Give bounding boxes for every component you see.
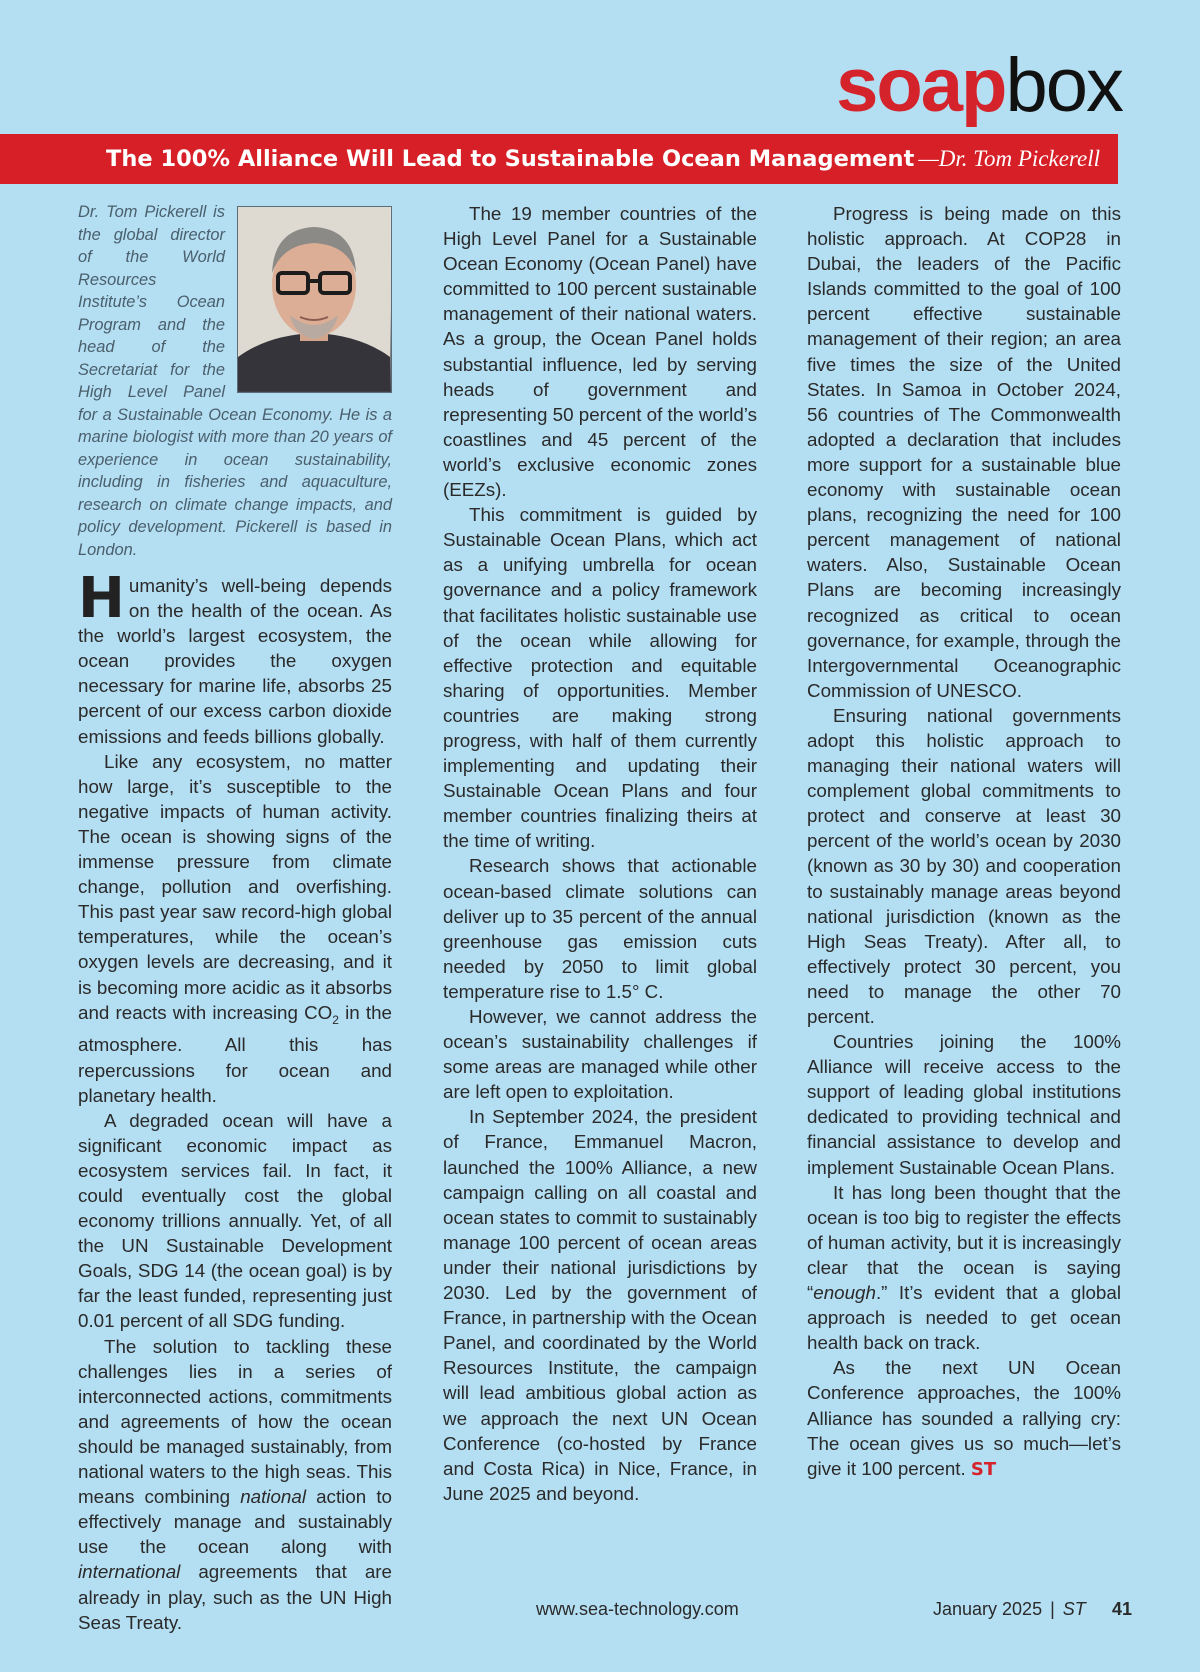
article-title: The 100% Alliance Will Lead to Sustainable Ocean Management (106, 146, 915, 172)
author-bio-text: Dr. Tom Pickerell is the global director of the World Resources Institute’s Ocean Program and the head of the Secretariat for the High Level Panel for a Sustainable Ocean Economy. He is a marine biologist with more than 20 years of experience in ocean sustainability, including in fisheries and aquaculture, research on climate change impacts, and policy development. Pickerell is based in London. (78, 203, 392, 559)
paragraph: Humanity’s well-being depends on the health of the ocean. As the world’s largest ecosystem, the ocean provides the oxygen necessary for marine life, absorbs 25 percent of our excess carbon dioxide emissions and feeds billions globally. (78, 566, 392, 747)
logo-box: box (1005, 43, 1122, 128)
logo-soap: soap (836, 43, 1006, 128)
paragraph: Countries joining the 100% Alliance will receive access to the support of leading global institutions dedicated to providing technical and financial assistance to develop and implement Sustainable Ocean Plans. (807, 1031, 1121, 1178)
page-number: 41 (1112, 1599, 1133, 1619)
paragraph: It has long been thought that the ocean is too big to register the effects of human activity, but it is increasingly clear that the ocean is saying “enough.” It’s evident that a global approach is needed to get ocean health back on track. (807, 1181, 1121, 1354)
author-bio (78, 201, 392, 561)
paragraph: Research shows that actionable ocean-based climate solutions can deliver up to 35 percent of the annual greenhouse gas emission cuts needed by 2050 to limit global temperature rise to 1.5° C. (443, 855, 757, 1002)
paragraph: However, we cannot address the ocean’s sustainability challenges if some areas are managed while other are left open to exploitation. (443, 1006, 757, 1103)
paragraph: A degraded ocean will have a significant economic impact as ecosystem services fail. In fact, it could eventually cost the global economy trillions annually. Yet, of all the UN Sustainable Development Goals, SDG 14 (the ocean goal) is by far the least funded, representing just 0.01 percent of all SDG funding. (78, 1109, 392, 1332)
paragraph: Ensuring national governments adopt this holistic approach to managing their national waters will complement global commitments to protect and conserve at least 30 percent of the world’s ocean by 2030 (known as 30 by 30) and cooperation to sustainably manage areas beyond national jurisdiction (known as the High Seas Treaty). After all, to effectively protect 30 percent, you need to manage the other 70 percent. (807, 704, 1121, 1027)
paragraph: In September 2024, the president of France, Emmanuel Macron, launched the 100% Alliance, a new campaign calling on all coastal and ocean states to commit to sustainably manage 100 percent of ocean areas under their national jurisdictions by 2030. Led by the government of France, in partnership with the Ocean Panel, and coordinated by the World Resources Institute, the campaign will lead ambitious global action as we approach the next UN Ocean Conference (co-hosted by France and Costa Rica) in Nice, France, in June 2025 and beyond. (443, 1106, 757, 1504)
article-column-2 (443, 201, 757, 1506)
paragraph: Progress is being made on this holistic approach. At COP28 in Dubai, the leaders of the Pacific Islands committed to the goal of 100 percent effective sustainable management of their region; an area five times the size of the United States. In Samoa in October 2024, 56 countries of The Commonwealth adopted a declaration that includes more support for a sustainable blue economy with sustainable ocean plans, recognizing the need for 100 percent management of national waters. Also, Sustainable Ocean Plans are becoming increasingly recognized as critical to ocean governance, for example, through the Intergovernmental Oceanographic Commission of UNESCO. (807, 203, 1121, 701)
paragraph: This commitment is guided by Sustainable Ocean Plans, which act as a unifying umbrella for ocean governance and a policy framework that facilitates holistic sustainable use of the ocean while allowing for effective protection and equitable sharing of opportunities. Member countries are making strong progress, with half of them currently implementing and updating their Sustainable Ocean Plans and four member countries finalizing theirs at the time of writing. (443, 504, 757, 852)
headline-banner (0, 134, 1118, 184)
article-column-1 (78, 201, 392, 1635)
footer-issue-date (933, 1599, 1086, 1620)
magazine-abbrev: ST (1062, 1599, 1086, 1619)
soapbox-logo (836, 43, 1122, 128)
footer-separator: | (1050, 1599, 1055, 1619)
paragraph: As the next UN Ocean Conference approaches, the 100% Alliance has sounded a rallying cry: The ocean gives us so much—let’s give it 100 percent. ST (807, 1357, 1121, 1480)
drop-cap: H (78, 566, 125, 631)
article-byline: —Dr. Tom Pickerell (918, 146, 1100, 171)
paragraph: The 19 member countries of the High Level Panel for a Sustainable Ocean Economy (Ocean Panel) have committed to 100 percent sustainable management of their national waters. As a group, the Ocean Panel holds substantial influence, led by serving heads of government and representing 50 percent of the world’s coastlines and 45 percent of the world’s exclusive economic zones (EEZs). (443, 203, 757, 501)
paragraph: The solution to tackling these challenges lies in a series of interconnected actions, commitments and agreements of how the ocean should be managed sustainably, from national waters to the high seas. This means combining national action to effectively manage and sustainably use the ocean along with international agreements that are already in play, such as the UN High Seas Treaty. (78, 1335, 392, 1633)
issue-date: January 2025 (933, 1599, 1043, 1619)
end-mark: ST (970, 1458, 997, 1480)
author-portrait-icon (237, 206, 392, 393)
article-column-3 (807, 201, 1121, 1482)
paragraph: Like any ecosystem, no matter how large, it’s susceptible to the negative impacts of human activity. The ocean is showing signs of the immense pressure from climate change, pollution and overfishing. This past year saw record-high global temperatures, while the ocean’s oxygen levels are decreasing, and it is becoming more acidic as it absorbs and reacts with increasing $CO_2$ in the atmosphere. All this has repercussions for ocean and planetary health. (78, 750, 393, 1106)
footer-website-link[interactable]: www.sea-technology.com (536, 1599, 739, 1619)
